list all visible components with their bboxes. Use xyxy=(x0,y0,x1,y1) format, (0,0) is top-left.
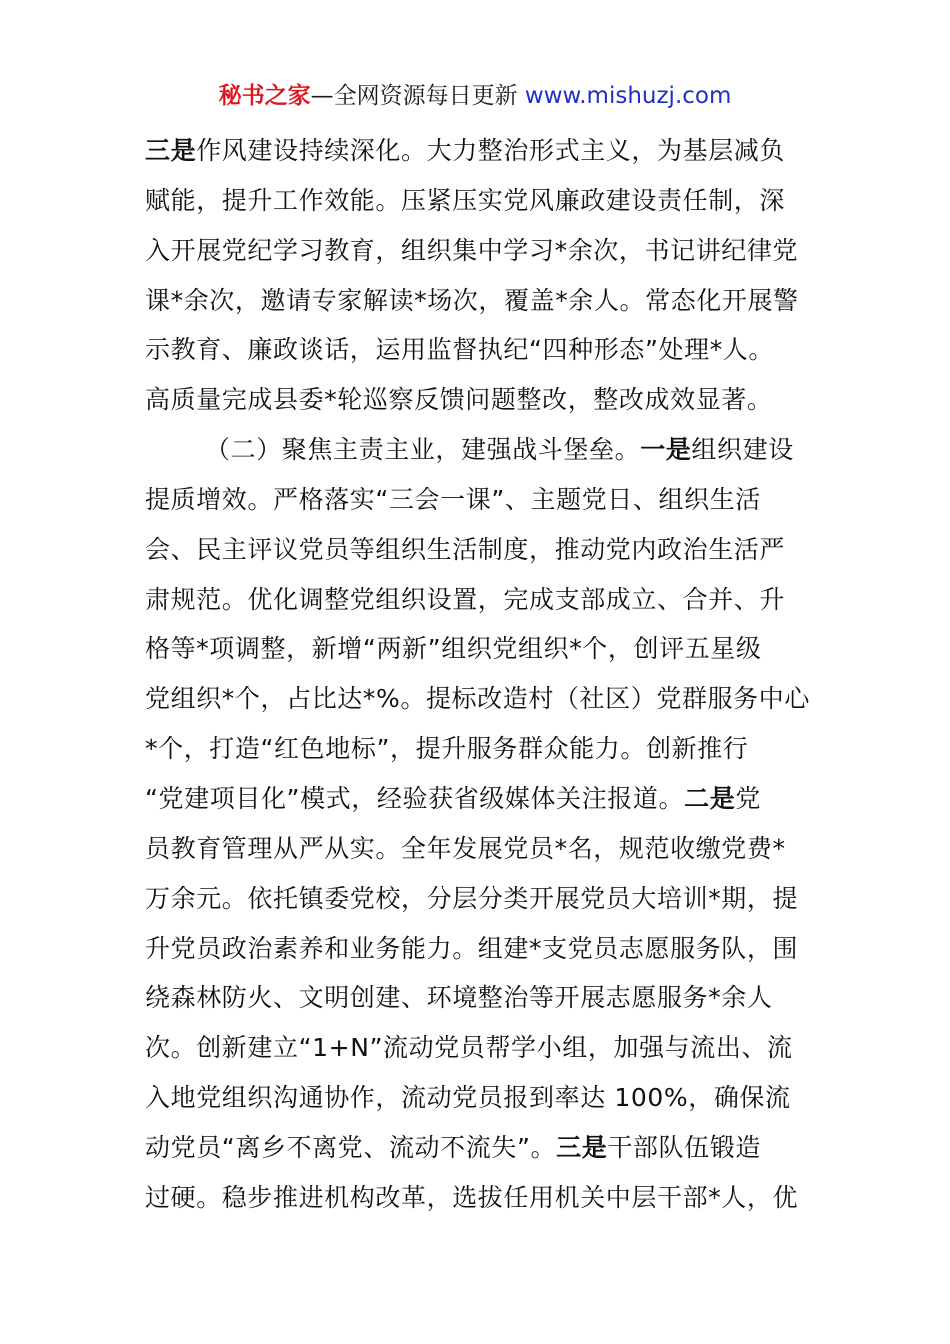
bold-lead: 三是 xyxy=(556,1132,608,1162)
bold-lead: 二是 xyxy=(684,783,736,813)
text-line: 会、民主评议党员等组织生活制度，推动党内政治生活严 xyxy=(145,534,786,564)
text-line: 万余元。依托镇委党校，分层分类开展党员大培训*期，提 xyxy=(145,883,799,913)
text-line: 次。创新建立“1+N”流动党员帮学小组，加强与流出、流 xyxy=(145,1033,793,1063)
text-line: 示教育、廉政谈话，运用监督执纪“四种形态”处理*人。 xyxy=(145,335,775,365)
text-line: 赋能，提升工作效能。压紧压实党风廉政建设责任制，深 xyxy=(145,185,786,215)
text-line: 格等*项调整，新增“两新”组织党组织*个，创评五星级 xyxy=(145,634,762,664)
bold-lead: 一是 xyxy=(640,435,692,465)
bold-lead: 三是 xyxy=(145,136,197,165)
text-line: 三是作风建设持续深化。大力整治形式主义，为基层减负 xyxy=(145,136,786,165)
text-line: 入地党组织沟通协作，流动党员报到率达 100%，确保流 xyxy=(145,1083,791,1113)
site-url-link[interactable]: www.mishuzj.com xyxy=(524,83,732,109)
text-line: 升党员政治素养和业务能力。组建*支党员志愿服务队，围 xyxy=(145,933,799,963)
text-line: 动党员“离乡不离党、流动不流失”。三是干部队伍锻造 xyxy=(145,1132,761,1162)
text-line: 高质量完成县委*轮巡察反馈问题整改，整改成效显著。 xyxy=(145,385,773,415)
page-header xyxy=(0,80,950,112)
section-heading-line: （二）聚焦主责主业，建强战斗堡垒。一是组织建设 xyxy=(205,435,794,465)
text-line: 肃规范。优化调整党组织设置，完成支部成立、合并、升 xyxy=(145,584,786,614)
text-line: 党组织*个，占比达*%。提标改造村（社区）党群服务中心 xyxy=(145,684,810,714)
text-line: 员教育管理从严从实。全年发展党员*名，规范收缴党费* xyxy=(145,833,786,863)
text-line: 入开展党纪学习教育，组织集中学习*余次，书记讲纪律党 xyxy=(145,235,799,265)
site-tagline: —全网资源每日更新 xyxy=(310,83,525,109)
site-name: 秘书之家 xyxy=(218,83,311,109)
text-line: 绕森林防火、文明创建、环境整治等开展志愿服务*余人 xyxy=(145,983,773,1013)
text-line: “党建项目化”模式，经验获省级媒体关注报道。二是党 xyxy=(145,783,761,813)
text-line: 过硬。稳步推进机构改革，选拔任用机关中层干部*人，优 xyxy=(145,1182,799,1212)
text-line: 提质增效。严格落实“三会一课”、主题党日、组织生活 xyxy=(145,484,761,514)
document-body xyxy=(145,126,815,1223)
text-line: *个，打造“红色地标”，提升服务群众能力。创新推行 xyxy=(145,734,749,764)
text-line: 课*余次，邀请专家解读*场次，覆盖*余人。常态化开展警 xyxy=(145,285,799,315)
